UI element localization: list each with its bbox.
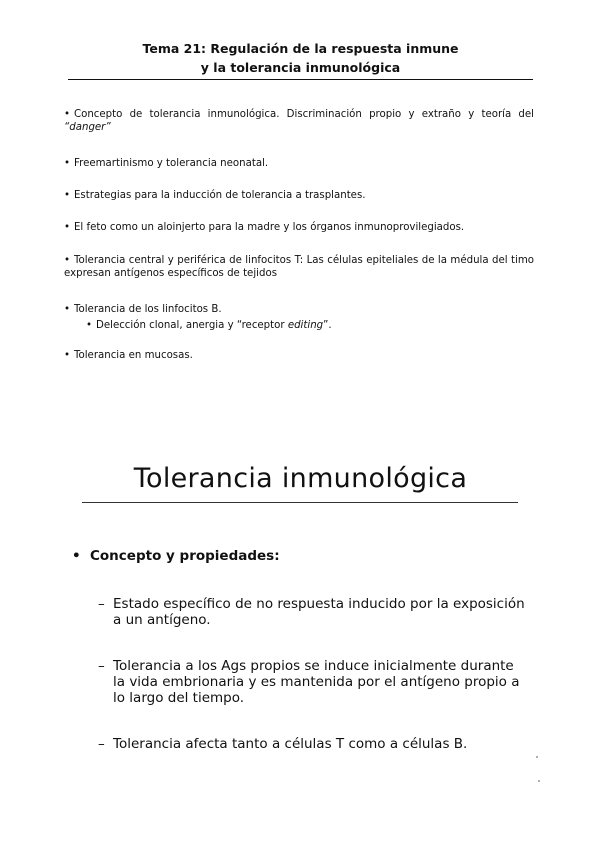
header-title-line1: Tema 21: Regulación de la respuesta inmune xyxy=(142,41,459,56)
slide-point-text: Tolerancia afecta tanto a células T como a células B. xyxy=(113,736,468,752)
list-item xyxy=(64,303,534,316)
list-item-text: Freemartinismo y tolerancia neonatal. xyxy=(74,158,269,169)
scan-speck xyxy=(536,756,538,758)
slide-point xyxy=(98,736,528,752)
header-title-line2: y la tolerancia inmunológica xyxy=(200,60,401,75)
slide-point xyxy=(98,596,528,628)
list-item xyxy=(64,221,534,234)
bullet-icon: • xyxy=(72,548,81,564)
bullet-icon: • xyxy=(64,255,71,266)
bullet-icon: • xyxy=(64,222,71,233)
list-item-emphasis: “danger” xyxy=(64,122,111,133)
list-item xyxy=(64,157,534,170)
list-item-text: El feto como un aloinjerto para la madre y los órganos inmunoprovilegiados. xyxy=(74,222,465,233)
list-item xyxy=(64,254,534,280)
slide-title-rule xyxy=(82,502,518,503)
list-item-text: Tolerancia de los linfocitos B. xyxy=(74,304,222,315)
dash-icon: – xyxy=(98,736,105,752)
list-subitem xyxy=(86,319,556,332)
section-heading-text: Concepto y propiedades: xyxy=(90,548,280,564)
bullet-icon: • xyxy=(64,109,71,120)
list-subitem-text-end: ”. xyxy=(323,320,332,331)
list-subitem-emphasis: editing xyxy=(287,320,324,331)
bullet-icon: • xyxy=(64,158,71,169)
list-item xyxy=(64,349,534,362)
dash-icon: – xyxy=(98,658,105,674)
list-item xyxy=(64,108,534,134)
list-item-text: Estrategias para la inducción de tolerancia a trasplantes. xyxy=(74,190,366,201)
slide-title: Tolerancia inmunológica xyxy=(133,463,468,494)
scan-speck xyxy=(538,780,540,782)
bullet-icon: • xyxy=(64,350,71,361)
bullet-icon: • xyxy=(64,190,71,201)
bullet-icon: • xyxy=(64,304,71,315)
list-item xyxy=(64,189,534,202)
dash-icon: – xyxy=(98,596,105,612)
list-item-text: Concepto de tolerancia inmunológica. Discriminación propio y extraño y teoría del xyxy=(74,109,534,120)
bullet-icon: • xyxy=(86,320,93,331)
list-item-text: Tolerancia central y periférica de linfocitos T: Las células epiteliales de la médula del timo expresan antígenos específicos de tejidos xyxy=(64,255,534,279)
slide-point-text: Tolerancia a los Ags propios se induce inicialmente durante la vida embrionaria y es mantenida por el antígeno propio a lo largo del tiempo. xyxy=(113,658,520,706)
section-heading xyxy=(72,548,280,564)
list-subitem-text: Delección clonal, anergia y “receptor xyxy=(96,320,288,331)
slide-point xyxy=(98,658,528,706)
slide-point-text: Estado específico de no respuesta inducido por la exposición a un antígeno. xyxy=(113,596,525,628)
list-item-text: Tolerancia en mucosas. xyxy=(74,350,193,361)
header-rule xyxy=(68,79,533,80)
